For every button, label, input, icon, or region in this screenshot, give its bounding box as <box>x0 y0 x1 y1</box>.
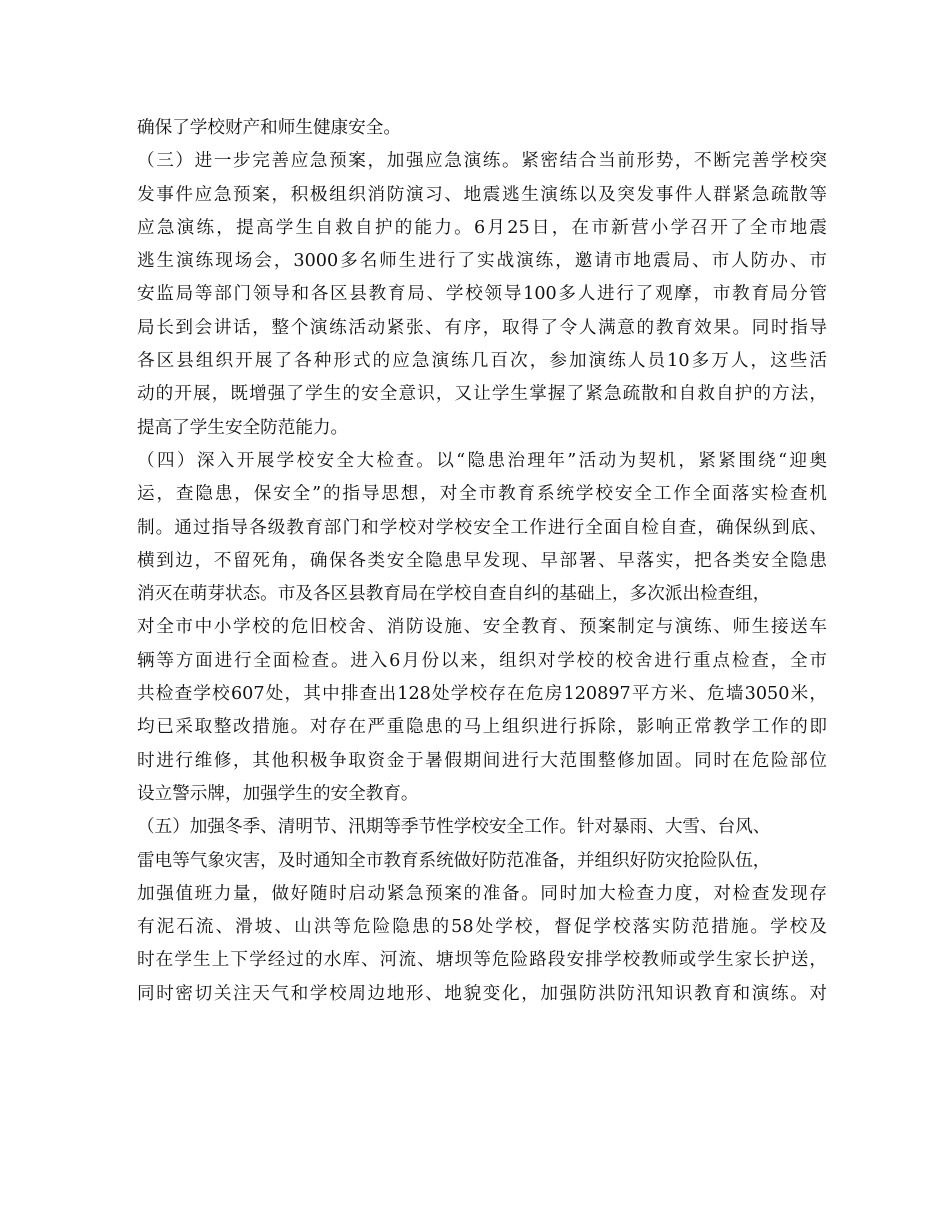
text-line: 设立警示牌，加强学生的安全教育。 <box>137 783 419 804</box>
text-line: （三）进一步完善应急预案，加强应急演练。紧密结合当前形势，不断完善学校突 <box>137 151 827 172</box>
text-line: 各区县组织开展了各种形式的应急演练几百次，参加演练人员10多万人，这些活 <box>137 351 827 372</box>
text-line: 确保了学校财产和师生健康安全。 <box>137 118 401 138</box>
text-line: 局长到会讲话，整个演练活动紧张、有序，取得了令人满意的教育效果。同时指导 <box>137 317 827 338</box>
text-line: 雷电等气象灾害，及时通知全市教育系统做好防范准备，并组织好防灾抢险队伍， <box>137 850 771 871</box>
text-line: 时在学生上下学经过的水库、河流、塘坝等危险路段安排学校教师或学生家长护送， <box>137 950 827 971</box>
body-text <box>137 112 827 1011</box>
text-line: 对全市中小学校的危旧校舍、消防设施、安全教育、预案制定与演练、师生接送车 <box>137 617 827 638</box>
text-line: 制。通过指导各级教育部门和学校对学校安全工作进行全面自检自查，确保纵到底、 <box>137 517 827 538</box>
text-line: 应急演练，提高学生自救自护的能力。6月25日，在市新营小学召开了全市地震 <box>137 217 827 238</box>
text-line: 逃生演练现场会，3000多名师生进行了实战演练，邀请市地震局、市人防办、市 <box>137 251 827 272</box>
text-line: （四）深入开展学校安全大检查。以“隐患治理年”活动为契机，紧紧围绕“迎奥 <box>137 450 827 471</box>
text-line: 发事件应急预案，积极组织消防演习、地震逃生演练以及突发事件人群紧急疏散等 <box>137 184 827 205</box>
text-line: 运，查隐患，保安全”的指导思想，对全市教育系统学校安全工作全面落实检查机 <box>137 484 827 505</box>
text-line: 有泥石流、滑坡、山洪等危险隐患的58处学校，督促学校落实防范措施。学校及 <box>137 917 827 938</box>
text-line: （五）加强冬季、清明节、汛期等季节性学校安全工作。针对暴雨、大雪、台风、 <box>137 817 771 838</box>
text-line: 提高了学生安全防范能力。 <box>137 417 349 438</box>
text-line: 安监局等部门领导和各区县教育局、学校领导100多人进行了观摩，市教育局分管 <box>137 284 827 305</box>
text-line: 同时密切关注天气和学校周边地形、地貌变化，加强防洪防汛知识教育和演练。对 <box>137 983 827 1004</box>
text-line: 消灭在萌芽状态。市及各区县教育局在学校自查自纠的基础上，多次派出检查组， <box>137 584 771 605</box>
text-line: 动的开展，既增强了学生的安全意识，又让学生掌握了紧急疏散和自救自护的方法， <box>137 384 827 405</box>
text-line: 均已采取整改措施。对存在严重隐患的马上组织进行拆除，影响正常教学工作的即 <box>137 717 827 738</box>
text-line: 辆等方面进行全面检查。进入6月份以来，组织对学校的校舍进行重点检查，全市 <box>137 650 827 671</box>
text-line: 加强值班力量，做好随时启动紧急预案的准备。同时加大检查力度，对检查发现存 <box>137 883 827 904</box>
text-line: 时进行维修，其他积极争取资金于暑假期间进行大范围整修加固。同时在危险部位 <box>137 750 827 771</box>
text-line: 横到边，不留死角，确保各类安全隐患早发现、早部署、早落实，把各类安全隐患 <box>137 550 827 571</box>
text-line: 共检查学校607处，其中排查出128处学校存在危房120897平方米、危墙3050米， <box>137 684 827 705</box>
